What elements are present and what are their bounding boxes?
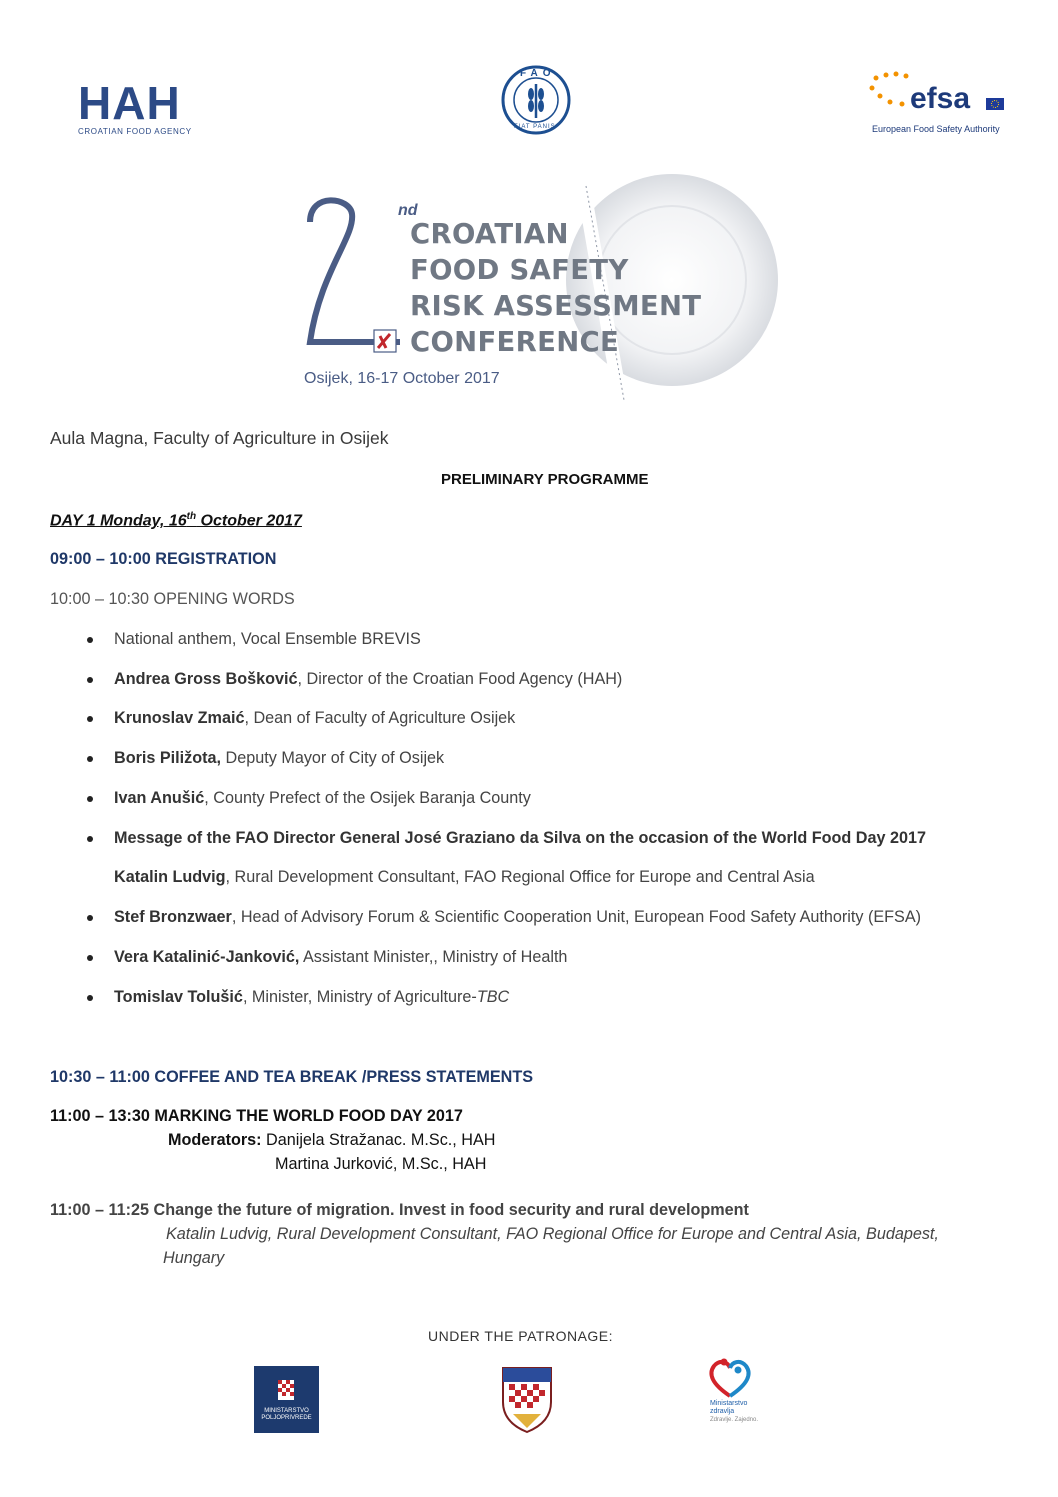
moderator-1: Danijela Stražanac. M.Sc., HAH bbox=[261, 1131, 496, 1149]
talk-1-title: 11:00 – 11:25 Change the future of migration. Invest in food security and rural development bbox=[50, 1201, 749, 1219]
session-registration: 09:00 – 10:00 REGISTRATION bbox=[50, 550, 277, 568]
item-name: Katalin Ludvig bbox=[114, 868, 226, 886]
item-text: , Rural Development Consultant, FAO Regional Office for Europe and Central Asia bbox=[225, 868, 815, 886]
moderators-label: Moderators: bbox=[168, 1131, 262, 1149]
item-tbc: TBC bbox=[476, 988, 510, 1006]
ministry-health-slogan: Zdravlje. Zajedno. bbox=[710, 1417, 759, 1423]
ministry-health-logo bbox=[706, 1356, 786, 1426]
item-text: , County Prefect of the Osijek Baranja County bbox=[204, 789, 531, 807]
day-1-sup: th bbox=[186, 511, 197, 522]
ministry-agriculture-logo bbox=[254, 1366, 319, 1433]
patronage-label: UNDER THE PATRONAGE: bbox=[428, 1328, 614, 1344]
bullet-icon bbox=[87, 756, 93, 762]
banner-line-3: RISK ASSESSMENT bbox=[410, 290, 702, 322]
item-text: National anthem, Vocal Ensemble BREVIS bbox=[114, 630, 421, 648]
item-name: Tomislav Tolušić bbox=[114, 988, 243, 1006]
item-name: Message of the FAO Director General José Graziano da Silva on the occasion of the World Food Day 2017 bbox=[114, 829, 926, 847]
item-text: Assistant Minister,, Ministry of Health bbox=[299, 948, 568, 966]
item-text: , Director of the Croatian Food Agency (HAH) bbox=[297, 670, 623, 688]
list-item bbox=[114, 829, 926, 848]
day-1-suffix: October 2017 bbox=[196, 512, 302, 530]
item-text: Deputy Mayor of City of Osijek bbox=[221, 749, 445, 767]
list-item bbox=[114, 670, 622, 689]
item-text: , Dean of Faculty of Agriculture Osijek bbox=[244, 709, 516, 727]
efsa-wordmark: efsa bbox=[910, 82, 971, 115]
county-coat-of-arms-icon bbox=[499, 1362, 555, 1434]
moderators-line bbox=[168, 1131, 495, 1150]
fao-logo bbox=[500, 64, 572, 136]
eu-flag-icon bbox=[986, 98, 1004, 110]
item-text: , Head of Advisory Forum & Scientific Cooperation Unit, European Food Safety Authority (EFSA) bbox=[231, 908, 922, 926]
item-name: Ivan Anušić bbox=[114, 789, 205, 807]
efsa-logo bbox=[862, 68, 1007, 138]
ministry-agriculture-text: MINISTARSTVO POLJOPRIVREDE bbox=[261, 1408, 312, 1421]
day-1-prefix: DAY 1 Monday, 16 bbox=[50, 512, 187, 530]
list-item bbox=[114, 988, 509, 1007]
efsa-subtitle: European Food Safety Authority bbox=[872, 124, 1000, 134]
talk-1-speaker-cont: Hungary bbox=[163, 1249, 225, 1267]
item-name: Andrea Gross Bošković bbox=[114, 670, 298, 688]
hah-wordmark: HAH bbox=[78, 77, 181, 129]
item-text: , Minister, Ministry of Agriculture- bbox=[242, 988, 477, 1006]
session-opening: 10:00 – 10:30 OPENING WORDS bbox=[50, 590, 295, 608]
fao-letters: FAO bbox=[520, 68, 556, 79]
banner-line-4: CONFERENCE bbox=[410, 326, 620, 358]
item-name: Vera Katalinić-Janković, bbox=[114, 948, 300, 966]
bullet-icon bbox=[87, 796, 93, 802]
list-item bbox=[114, 709, 515, 728]
banner-line-1: CROATIAN bbox=[410, 218, 569, 250]
item-name: Boris Piližota, bbox=[114, 749, 222, 767]
bullet-icon bbox=[87, 716, 93, 722]
ministry-health-line-1: Ministarstvo bbox=[710, 1400, 748, 1407]
list-item bbox=[114, 948, 567, 967]
heart-hands-icon bbox=[706, 1356, 754, 1400]
ministry-health-line-2: zdravlja bbox=[710, 1408, 735, 1415]
bullet-icon bbox=[87, 915, 93, 921]
list-item bbox=[114, 630, 421, 649]
banner-line-2: FOOD SAFETY bbox=[410, 254, 629, 286]
conference-banner bbox=[290, 152, 790, 402]
bullet-icon bbox=[87, 995, 93, 1001]
talk-1-speaker: Katalin Ludvig, Rural Development Consultant, FAO Regional Office for Europe and Central Asia, Budapest, bbox=[166, 1225, 939, 1243]
bullet-icon bbox=[87, 955, 93, 961]
banner-location-date: Osijek, 16-17 October 2017 bbox=[304, 370, 500, 387]
list-item-continuation bbox=[114, 868, 815, 887]
session-coffee-break: 10:30 – 11:00 COFFEE AND TEA BREAK /PRESS STATEMENTS bbox=[50, 1068, 534, 1086]
list-item bbox=[114, 789, 531, 808]
hah-logo bbox=[78, 77, 213, 136]
bullet-icon bbox=[87, 637, 93, 643]
banner-ordinal: nd bbox=[398, 202, 418, 219]
session-world-food-day: 11:00 – 13:30 MARKING THE WORLD FOOD DAY 2017 bbox=[50, 1107, 463, 1125]
day-1-heading bbox=[50, 511, 302, 530]
bullet-icon bbox=[87, 836, 93, 842]
list-item bbox=[114, 749, 444, 768]
croatian-coat-of-arms-icon bbox=[278, 1380, 294, 1400]
venue: Aula Magna, Faculty of Agriculture in Osijek bbox=[50, 428, 389, 448]
list-item bbox=[114, 908, 921, 927]
hah-subtitle: CROATIAN FOOD AGENCY bbox=[78, 127, 192, 136]
fao-motto: FIAT PANIS bbox=[514, 124, 556, 130]
programme-title: PRELIMINARY PROGRAMME bbox=[441, 471, 649, 488]
item-name: Krunoslav Zmaić bbox=[114, 709, 245, 727]
item-name: Stef Bronzwaer bbox=[114, 908, 232, 926]
bullet-icon bbox=[87, 677, 93, 683]
moderator-2: Martina Jurković, M.Sc., HAH bbox=[275, 1155, 487, 1173]
